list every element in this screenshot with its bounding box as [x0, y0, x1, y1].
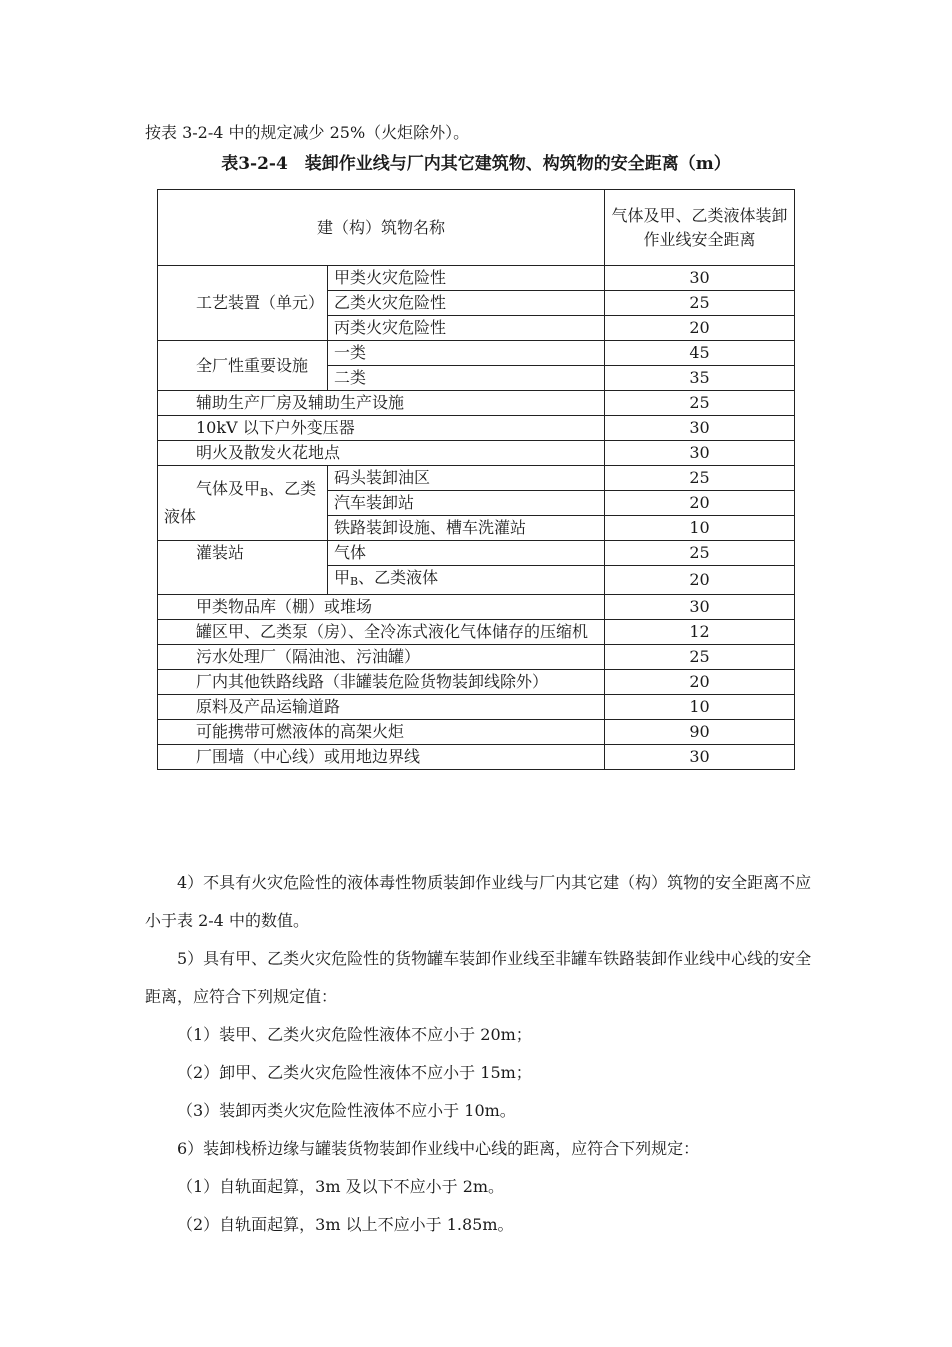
- row-name: 辅助生产厂房及辅助生产设施: [158, 391, 605, 416]
- item-label: 丙类火灾危险性: [328, 316, 605, 341]
- item-label-pre: 甲: [334, 568, 351, 587]
- row-name: 可能携带可燃液体的高架火炬: [158, 720, 605, 745]
- row-name: 原料及产品运输道路: [158, 695, 605, 720]
- item-label: 二类: [328, 366, 605, 391]
- paragraph: （3）装卸丙类火灾危险性液体不应小于 10m。: [177, 1101, 516, 1120]
- group-name: [158, 466, 328, 541]
- paragraph: 6）装卸栈桥边缘与罐装货物装卸作业线中心线的距离，应符合下列规定：: [177, 1139, 700, 1158]
- item-label-sub: B: [350, 575, 359, 588]
- row-name: 罐区甲、乙类泵（房）、全冷冻式液化气体储存的压缩机: [158, 620, 605, 645]
- row-value: 90: [605, 720, 795, 745]
- row-value: 25: [605, 645, 795, 670]
- intro-text: 按表 3-2-4 中的规定减少 25%（火炬除外）。: [145, 123, 470, 142]
- table-row: [158, 541, 795, 566]
- item-value: 25: [605, 541, 795, 566]
- item-label: 一类: [328, 341, 605, 366]
- row-name: 明火及散发火花地点: [158, 441, 605, 466]
- paragraph: 5）具有甲、乙类火灾危险性的货物罐车装卸作业线至非罐车铁路装卸作业线中心线的安全距离，应符合下列规定值：: [145, 949, 812, 1006]
- header-value: 气体及甲、乙类液体装卸作业线安全距离: [605, 190, 795, 266]
- item-value: 25: [605, 291, 795, 316]
- table-header-row: [158, 190, 795, 266]
- table-row: [158, 620, 795, 645]
- group-name-post: 、乙类液体: [164, 479, 317, 526]
- table-row: [158, 441, 795, 466]
- table-row: [158, 466, 795, 491]
- paragraph: （1）装甲、乙类火灾危险性液体不应小于 20m；: [177, 1025, 532, 1044]
- row-value: 30: [605, 745, 795, 770]
- row-name: 厂内其他铁路线路（非罐装危险货物装卸线除外）: [158, 670, 605, 695]
- body-paragraphs: [145, 864, 815, 1244]
- table-caption: 表3-2-4 装卸作业线与厂内其它建筑物、构筑物的安全距离（m）: [221, 154, 731, 174]
- item-label: 甲类火灾危险性: [328, 266, 605, 291]
- group-name: 全厂性重要设施: [158, 341, 328, 391]
- row-name: 厂围墙（中心线）或用地边界线: [158, 745, 605, 770]
- table-row: [158, 341, 795, 366]
- header-name: 建（构）筑物名称: [158, 190, 605, 266]
- item-value: 30: [605, 266, 795, 291]
- group-name: 工艺装置（单元）: [158, 266, 328, 341]
- row-value: 30: [605, 595, 795, 620]
- group-name-sub: B: [260, 486, 269, 499]
- row-name: 甲类物品库（棚）或堆场: [158, 595, 605, 620]
- item-value: 20: [605, 316, 795, 341]
- safety-distance-table: [157, 189, 795, 770]
- row-name: 10kV 以下户外变压器: [158, 416, 605, 441]
- row-value: 30: [605, 416, 795, 441]
- table-row: [158, 266, 795, 291]
- row-value: 12: [605, 620, 795, 645]
- item-label: [328, 566, 605, 595]
- item-label: 气体: [328, 541, 605, 566]
- paragraph: 4）不具有火灾危险性的液体毒性物质装卸作业线与厂内其它建（构）筑物的安全距离不应小于表 2-4 中的数值。: [145, 873, 812, 930]
- item-label: 铁路装卸设施、槽车洗灌站: [328, 516, 605, 541]
- row-value: 10: [605, 695, 795, 720]
- group-name: 灌装站: [158, 541, 328, 595]
- item-value: 35: [605, 366, 795, 391]
- paragraph: （1）自轨面起算，3m 及以下不应小于 2m。: [177, 1177, 505, 1196]
- paragraph: （2）卸甲、乙类火灾危险性液体不应小于 15m；: [177, 1063, 532, 1082]
- item-value: 45: [605, 341, 795, 366]
- row-value: 30: [605, 441, 795, 466]
- table-row: [158, 670, 795, 695]
- row-value: 20: [605, 670, 795, 695]
- item-value: 20: [605, 566, 795, 595]
- item-label: 汽车装卸站: [328, 491, 605, 516]
- item-value: 10: [605, 516, 795, 541]
- group-name-pre: 气体及甲: [196, 479, 261, 498]
- item-label: 码头装卸油区: [328, 466, 605, 491]
- table-row: [158, 720, 795, 745]
- row-value: 25: [605, 391, 795, 416]
- item-label: 乙类火灾危险性: [328, 291, 605, 316]
- item-value: 25: [605, 466, 795, 491]
- item-value: 20: [605, 491, 795, 516]
- table-row: [158, 645, 795, 670]
- item-label-post: 、乙类液体: [358, 568, 439, 587]
- table-row: [158, 416, 795, 441]
- table-row: [158, 695, 795, 720]
- table-row: [158, 745, 795, 770]
- table-row: [158, 595, 795, 620]
- table-row: [158, 391, 795, 416]
- row-name: 污水处理厂（隔油池、污油罐）: [158, 645, 605, 670]
- paragraph: （2）自轨面起算，3m 以上不应小于 1.85m。: [177, 1215, 514, 1234]
